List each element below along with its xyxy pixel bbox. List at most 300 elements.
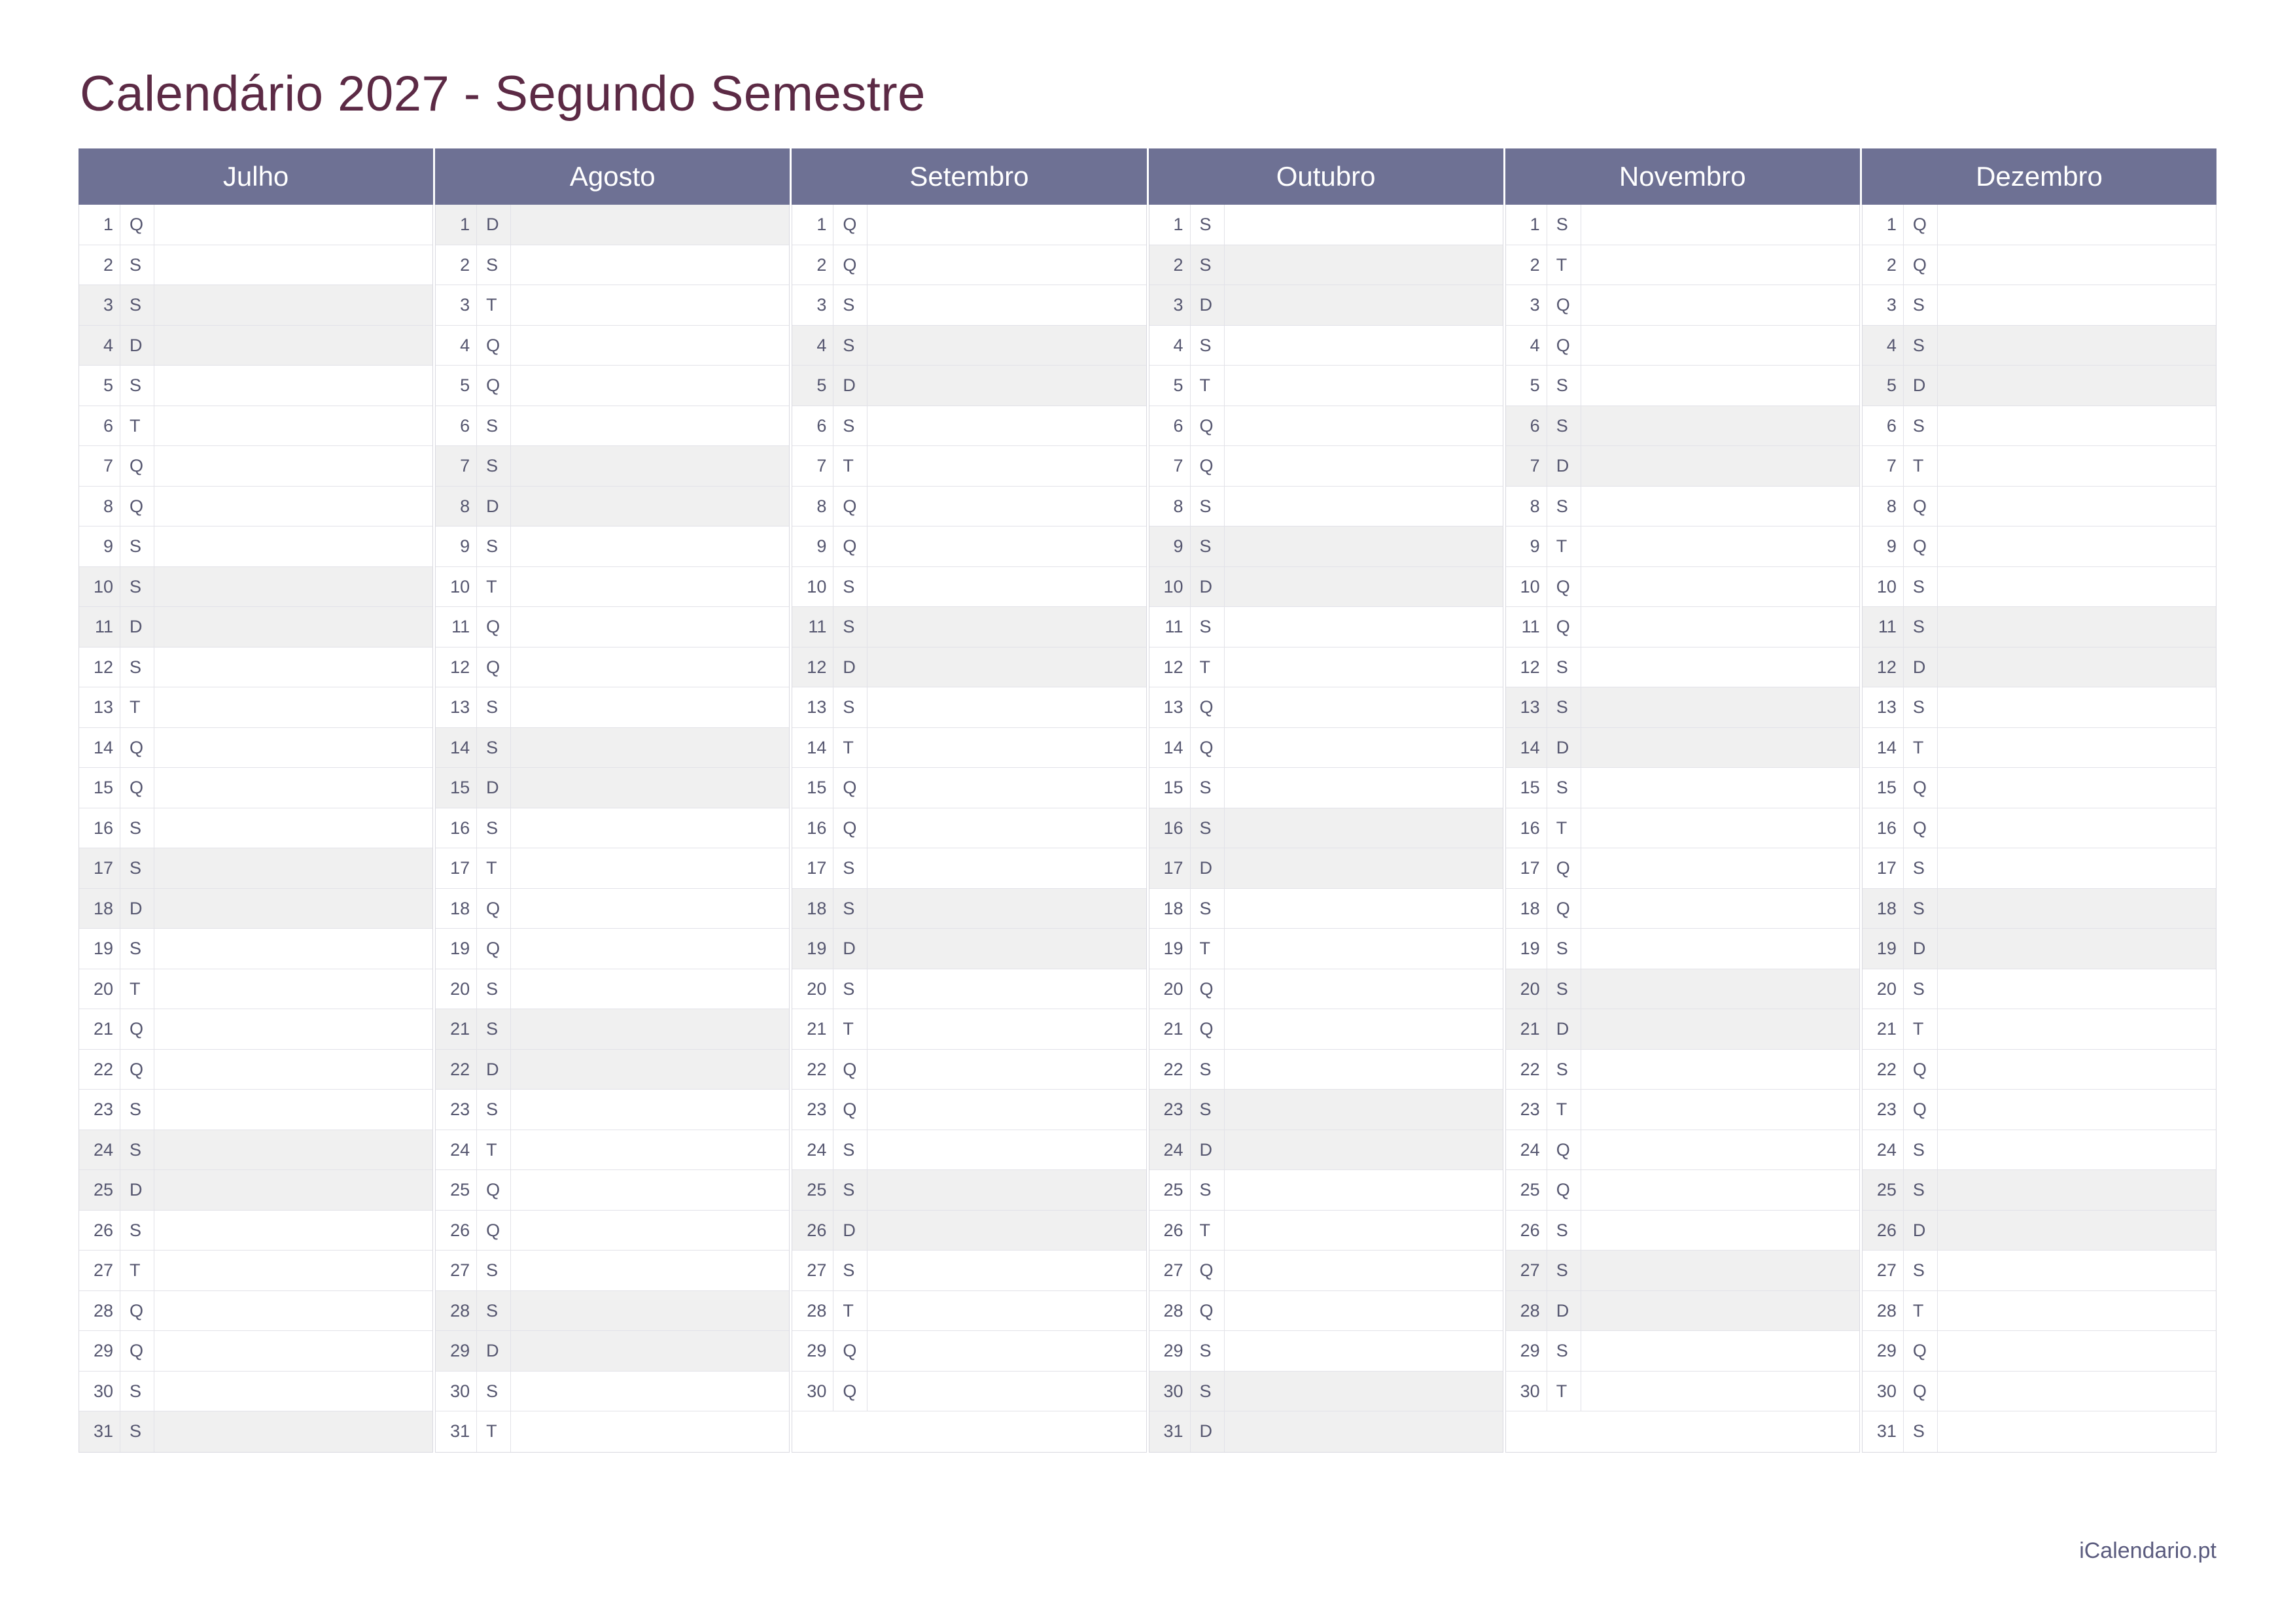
day-row[interactable]	[1863, 406, 2216, 447]
day-row[interactable]	[436, 1211, 789, 1251]
day-note-field[interactable]	[1224, 768, 1503, 808]
day-note-field[interactable]	[154, 285, 432, 325]
day-row[interactable]	[1863, 648, 2216, 688]
day-note-field[interactable]	[510, 1372, 789, 1411]
day-row[interactable]	[1863, 1251, 2216, 1291]
day-note-field[interactable]	[867, 326, 1146, 366]
day-note-field[interactable]	[510, 1411, 789, 1452]
day-row[interactable]	[79, 1251, 432, 1291]
day-note-field[interactable]	[1224, 607, 1503, 647]
day-row[interactable]	[436, 406, 789, 447]
day-note-field[interactable]	[1581, 607, 1859, 647]
day-note-field[interactable]	[154, 1050, 432, 1090]
day-row[interactable]	[1506, 687, 1859, 728]
day-row[interactable]	[79, 969, 432, 1010]
day-note-field[interactable]	[510, 326, 789, 366]
day-row[interactable]	[1149, 567, 1503, 608]
day-note-field[interactable]	[1937, 366, 2216, 406]
day-note-field[interactable]	[510, 527, 789, 566]
day-row[interactable]	[79, 1090, 432, 1130]
day-note-field[interactable]	[867, 487, 1146, 527]
day-note-field[interactable]	[1581, 1291, 1859, 1331]
day-note-field[interactable]	[510, 1170, 789, 1210]
day-row[interactable]	[1506, 326, 1859, 366]
day-row[interactable]	[436, 848, 789, 889]
day-note-field[interactable]	[1224, 1372, 1503, 1411]
day-note-field[interactable]	[154, 446, 432, 486]
day-row[interactable]	[1506, 848, 1859, 889]
day-row[interactable]	[436, 1411, 789, 1452]
day-row[interactable]	[792, 1211, 1146, 1251]
day-row[interactable]	[792, 607, 1146, 648]
day-row[interactable]	[792, 929, 1146, 969]
day-note-field[interactable]	[154, 648, 432, 687]
day-note-field[interactable]	[510, 648, 789, 687]
day-note-field[interactable]	[510, 768, 789, 808]
day-row[interactable]	[1863, 768, 2216, 808]
day-row[interactable]	[1863, 285, 2216, 326]
day-note-field[interactable]	[1937, 969, 2216, 1009]
day-note-field[interactable]	[867, 1251, 1146, 1290]
day-note-field[interactable]	[867, 527, 1146, 566]
day-row[interactable]	[436, 1372, 789, 1412]
day-row[interactable]	[1863, 607, 2216, 648]
day-note-field[interactable]	[1224, 808, 1503, 848]
day-note-field[interactable]	[1937, 607, 2216, 647]
day-note-field[interactable]	[1937, 728, 2216, 768]
day-row[interactable]	[1863, 446, 2216, 487]
day-note-field[interactable]	[154, 366, 432, 406]
day-row[interactable]	[792, 728, 1146, 769]
day-row[interactable]	[792, 446, 1146, 487]
day-row[interactable]	[792, 848, 1146, 889]
day-row[interactable]	[1863, 1009, 2216, 1050]
day-row[interactable]	[79, 487, 432, 527]
day-note-field[interactable]	[154, 1211, 432, 1251]
day-row[interactable]	[792, 487, 1146, 527]
day-note-field[interactable]	[1581, 1009, 1859, 1049]
day-note-field[interactable]	[1224, 1050, 1503, 1090]
day-note-field[interactable]	[1581, 1170, 1859, 1210]
day-row[interactable]	[1149, 1251, 1503, 1291]
day-note-field[interactable]	[1224, 1291, 1503, 1331]
day-row[interactable]	[1863, 969, 2216, 1010]
day-row[interactable]	[792, 1009, 1146, 1050]
day-row[interactable]	[792, 1090, 1146, 1130]
day-note-field[interactable]	[1581, 527, 1859, 566]
day-row[interactable]	[1149, 487, 1503, 527]
day-row[interactable]	[1506, 1009, 1859, 1050]
day-row[interactable]	[79, 366, 432, 406]
day-note-field[interactable]	[1937, 1291, 2216, 1331]
day-note-field[interactable]	[867, 1050, 1146, 1090]
day-row[interactable]	[79, 1291, 432, 1332]
day-note-field[interactable]	[1581, 728, 1859, 768]
day-note-field[interactable]	[1224, 1211, 1503, 1251]
day-row[interactable]	[792, 1291, 1146, 1332]
day-row[interactable]	[436, 648, 789, 688]
day-note-field[interactable]	[1937, 1130, 2216, 1170]
day-note-field[interactable]	[1224, 205, 1503, 245]
day-note-field[interactable]	[510, 848, 789, 888]
day-note-field[interactable]	[154, 406, 432, 446]
day-row[interactable]	[1149, 1411, 1503, 1452]
day-row[interactable]	[1149, 969, 1503, 1010]
day-row[interactable]	[1506, 648, 1859, 688]
day-note-field[interactable]	[510, 366, 789, 406]
day-note-field[interactable]	[1937, 687, 2216, 727]
day-row[interactable]	[79, 1372, 432, 1412]
day-note-field[interactable]	[867, 808, 1146, 848]
day-note-field[interactable]	[1224, 366, 1503, 406]
day-note-field[interactable]	[154, 768, 432, 808]
day-row[interactable]	[79, 607, 432, 648]
day-note-field[interactable]	[1581, 1251, 1859, 1290]
day-note-field[interactable]	[1937, 326, 2216, 366]
day-row[interactable]	[436, 687, 789, 728]
day-row[interactable]	[792, 1251, 1146, 1291]
day-row[interactable]	[79, 1331, 432, 1372]
day-note-field[interactable]	[510, 1251, 789, 1290]
day-row[interactable]	[1149, 848, 1503, 889]
day-row[interactable]	[1506, 889, 1859, 929]
day-note-field[interactable]	[867, 848, 1146, 888]
day-row[interactable]	[436, 1009, 789, 1050]
day-note-field[interactable]	[154, 1009, 432, 1049]
day-row[interactable]	[1506, 1090, 1859, 1130]
day-row[interactable]	[1149, 607, 1503, 648]
day-note-field[interactable]	[154, 567, 432, 607]
day-note-field[interactable]	[1581, 446, 1859, 486]
day-note-field[interactable]	[154, 1331, 432, 1371]
day-note-field[interactable]	[1581, 848, 1859, 888]
day-row[interactable]	[79, 889, 432, 929]
day-note-field[interactable]	[1937, 889, 2216, 929]
day-row[interactable]	[1863, 487, 2216, 527]
day-note-field[interactable]	[154, 808, 432, 848]
day-note-field[interactable]	[867, 889, 1146, 929]
day-note-field[interactable]	[1224, 929, 1503, 969]
day-note-field[interactable]	[154, 687, 432, 727]
day-note-field[interactable]	[154, 1251, 432, 1290]
day-row[interactable]	[792, 1331, 1146, 1372]
day-row[interactable]	[792, 1130, 1146, 1171]
day-note-field[interactable]	[1224, 1090, 1503, 1130]
day-note-field[interactable]	[1224, 446, 1503, 486]
day-row[interactable]	[436, 1331, 789, 1372]
day-row[interactable]	[436, 889, 789, 929]
day-row[interactable]	[1149, 1090, 1503, 1130]
day-note-field[interactable]	[867, 1291, 1146, 1331]
day-row[interactable]	[1506, 205, 1859, 245]
day-note-field[interactable]	[1937, 1090, 2216, 1130]
day-row[interactable]	[1506, 446, 1859, 487]
day-note-field[interactable]	[867, 567, 1146, 607]
day-note-field[interactable]	[510, 1291, 789, 1331]
day-row[interactable]	[436, 366, 789, 406]
day-note-field[interactable]	[1581, 245, 1859, 285]
day-row[interactable]	[436, 567, 789, 608]
day-note-field[interactable]	[867, 406, 1146, 446]
day-row[interactable]	[1506, 607, 1859, 648]
day-row[interactable]	[79, 326, 432, 366]
day-note-field[interactable]	[1937, 1009, 2216, 1049]
day-note-field[interactable]	[867, 446, 1146, 486]
day-row[interactable]	[1506, 969, 1859, 1010]
day-row[interactable]	[1149, 687, 1503, 728]
day-row[interactable]	[79, 808, 432, 849]
day-note-field[interactable]	[1937, 1050, 2216, 1090]
day-row[interactable]	[1506, 487, 1859, 527]
day-note-field[interactable]	[510, 1050, 789, 1090]
day-row[interactable]	[1863, 1331, 2216, 1372]
day-note-field[interactable]	[1937, 808, 2216, 848]
day-note-field[interactable]	[867, 1331, 1146, 1371]
day-row[interactable]	[792, 648, 1146, 688]
day-row[interactable]	[436, 446, 789, 487]
day-note-field[interactable]	[1581, 969, 1859, 1009]
day-row[interactable]	[79, 687, 432, 728]
day-note-field[interactable]	[1224, 648, 1503, 687]
day-note-field[interactable]	[1224, 487, 1503, 527]
day-note-field[interactable]	[154, 929, 432, 969]
day-note-field[interactable]	[1224, 326, 1503, 366]
day-note-field[interactable]	[1224, 1009, 1503, 1049]
day-note-field[interactable]	[1581, 808, 1859, 848]
day-row[interactable]	[1149, 406, 1503, 447]
day-row[interactable]	[1149, 648, 1503, 688]
day-row[interactable]	[1863, 687, 2216, 728]
day-note-field[interactable]	[1937, 1211, 2216, 1251]
day-note-field[interactable]	[1581, 929, 1859, 969]
day-row[interactable]	[79, 1170, 432, 1211]
day-row[interactable]	[1506, 808, 1859, 849]
day-note-field[interactable]	[1581, 1090, 1859, 1130]
day-row[interactable]	[1149, 1050, 1503, 1090]
day-row[interactable]	[79, 245, 432, 286]
day-row[interactable]	[1863, 366, 2216, 406]
day-row[interactable]	[1506, 1291, 1859, 1332]
day-row[interactable]	[1506, 406, 1859, 447]
day-row[interactable]	[1506, 366, 1859, 406]
day-row[interactable]	[792, 406, 1146, 447]
day-note-field[interactable]	[154, 969, 432, 1009]
day-note-field[interactable]	[510, 969, 789, 1009]
day-row[interactable]	[792, 768, 1146, 808]
day-note-field[interactable]	[1224, 1331, 1503, 1371]
day-row[interactable]	[79, 1009, 432, 1050]
day-note-field[interactable]	[1937, 245, 2216, 285]
day-row[interactable]	[79, 728, 432, 769]
day-note-field[interactable]	[1581, 205, 1859, 245]
day-row[interactable]	[1863, 1050, 2216, 1090]
day-row[interactable]	[1149, 1331, 1503, 1372]
day-row[interactable]	[436, 1251, 789, 1291]
day-row[interactable]	[436, 1130, 789, 1171]
day-note-field[interactable]	[154, 607, 432, 647]
day-note-field[interactable]	[154, 1170, 432, 1210]
day-row[interactable]	[792, 1050, 1146, 1090]
day-row[interactable]	[1149, 1291, 1503, 1332]
day-note-field[interactable]	[510, 285, 789, 325]
day-row[interactable]	[1506, 929, 1859, 969]
day-note-field[interactable]	[1581, 1372, 1859, 1411]
day-row[interactable]	[792, 245, 1146, 286]
day-note-field[interactable]	[867, 1090, 1146, 1130]
day-note-field[interactable]	[154, 1130, 432, 1170]
day-note-field[interactable]	[867, 768, 1146, 808]
day-row[interactable]	[1863, 1130, 2216, 1171]
day-note-field[interactable]	[1224, 969, 1503, 1009]
day-note-field[interactable]	[510, 446, 789, 486]
day-note-field[interactable]	[1937, 1411, 2216, 1452]
day-row[interactable]	[1149, 1211, 1503, 1251]
day-row[interactable]	[1863, 808, 2216, 849]
day-row[interactable]	[79, 1050, 432, 1090]
day-note-field[interactable]	[1937, 527, 2216, 566]
day-row[interactable]	[792, 808, 1146, 849]
day-row[interactable]	[792, 527, 1146, 567]
day-row[interactable]	[1149, 929, 1503, 969]
day-row[interactable]	[1863, 1291, 2216, 1332]
day-note-field[interactable]	[154, 728, 432, 768]
day-row[interactable]	[1149, 1170, 1503, 1211]
day-row[interactable]	[1863, 1372, 2216, 1412]
day-row[interactable]	[1149, 205, 1503, 245]
day-note-field[interactable]	[510, 808, 789, 848]
day-row[interactable]	[792, 1170, 1146, 1211]
day-row[interactable]	[1863, 1170, 2216, 1211]
day-row[interactable]	[1863, 889, 2216, 929]
day-row[interactable]	[1149, 1009, 1503, 1050]
day-note-field[interactable]	[1581, 648, 1859, 687]
day-note-field[interactable]	[867, 648, 1146, 687]
day-note-field[interactable]	[867, 366, 1146, 406]
day-note-field[interactable]	[1937, 1170, 2216, 1210]
day-row[interactable]	[436, 1170, 789, 1211]
day-note-field[interactable]	[867, 1372, 1146, 1411]
day-row[interactable]	[79, 1130, 432, 1171]
day-note-field[interactable]	[154, 848, 432, 888]
day-note-field[interactable]	[1581, 1050, 1859, 1090]
day-row[interactable]	[1863, 205, 2216, 245]
day-row[interactable]	[792, 687, 1146, 728]
day-row[interactable]	[792, 326, 1146, 366]
day-row[interactable]	[1506, 285, 1859, 326]
day-note-field[interactable]	[867, 969, 1146, 1009]
day-row[interactable]	[1149, 808, 1503, 849]
day-note-field[interactable]	[1581, 406, 1859, 446]
day-row[interactable]	[79, 527, 432, 567]
day-row[interactable]	[1149, 366, 1503, 406]
day-note-field[interactable]	[510, 1331, 789, 1371]
day-note-field[interactable]	[867, 607, 1146, 647]
day-row[interactable]	[436, 205, 789, 245]
day-note-field[interactable]	[510, 889, 789, 929]
day-row[interactable]	[1506, 728, 1859, 769]
day-note-field[interactable]	[1224, 285, 1503, 325]
day-note-field[interactable]	[1937, 487, 2216, 527]
day-note-field[interactable]	[1937, 406, 2216, 446]
day-row[interactable]	[1149, 527, 1503, 567]
day-note-field[interactable]	[1224, 245, 1503, 285]
day-row[interactable]	[792, 1372, 1146, 1412]
day-note-field[interactable]	[1937, 446, 2216, 486]
day-note-field[interactable]	[1224, 1130, 1503, 1170]
day-row[interactable]	[1506, 1251, 1859, 1291]
day-note-field[interactable]	[1224, 728, 1503, 768]
day-note-field[interactable]	[1224, 527, 1503, 566]
day-row[interactable]	[1863, 728, 2216, 769]
day-note-field[interactable]	[1224, 1251, 1503, 1290]
day-row[interactable]	[436, 1291, 789, 1332]
day-row[interactable]	[792, 969, 1146, 1010]
day-row[interactable]	[436, 1090, 789, 1130]
day-note-field[interactable]	[1224, 687, 1503, 727]
day-row[interactable]	[1863, 527, 2216, 567]
day-row[interactable]	[79, 446, 432, 487]
day-note-field[interactable]	[867, 1170, 1146, 1210]
day-row[interactable]	[79, 1411, 432, 1452]
day-row[interactable]	[792, 285, 1146, 326]
day-row[interactable]	[79, 648, 432, 688]
day-row[interactable]	[1149, 446, 1503, 487]
day-row[interactable]	[436, 808, 789, 849]
day-note-field[interactable]	[154, 1291, 432, 1331]
day-note-field[interactable]	[510, 245, 789, 285]
day-note-field[interactable]	[1937, 648, 2216, 687]
day-row[interactable]	[436, 969, 789, 1010]
day-row[interactable]	[792, 889, 1146, 929]
day-note-field[interactable]	[1581, 687, 1859, 727]
day-note-field[interactable]	[154, 205, 432, 245]
day-row[interactable]	[1863, 1211, 2216, 1251]
day-row[interactable]	[436, 326, 789, 366]
day-row[interactable]	[1506, 768, 1859, 808]
day-note-field[interactable]	[154, 326, 432, 366]
day-row[interactable]	[792, 567, 1146, 608]
day-note-field[interactable]	[1581, 1331, 1859, 1371]
day-note-field[interactable]	[867, 285, 1146, 325]
day-note-field[interactable]	[1937, 1372, 2216, 1411]
day-note-field[interactable]	[867, 1009, 1146, 1049]
day-note-field[interactable]	[867, 1130, 1146, 1170]
day-row[interactable]	[1863, 848, 2216, 889]
day-row[interactable]	[436, 1050, 789, 1090]
day-row[interactable]	[792, 205, 1146, 245]
day-note-field[interactable]	[1224, 848, 1503, 888]
day-note-field[interactable]	[1581, 889, 1859, 929]
day-row[interactable]	[1506, 567, 1859, 608]
day-row[interactable]	[436, 487, 789, 527]
day-note-field[interactable]	[154, 487, 432, 527]
day-row[interactable]	[1863, 567, 2216, 608]
day-row[interactable]	[1863, 929, 2216, 969]
day-row[interactable]	[1863, 1411, 2216, 1452]
day-row[interactable]	[1506, 1170, 1859, 1211]
day-row[interactable]	[436, 768, 789, 808]
day-row[interactable]	[79, 285, 432, 326]
day-note-field[interactable]	[867, 687, 1146, 727]
day-row[interactable]	[1506, 527, 1859, 567]
day-note-field[interactable]	[510, 1009, 789, 1049]
day-note-field[interactable]	[1224, 567, 1503, 607]
day-note-field[interactable]	[510, 567, 789, 607]
day-note-field[interactable]	[1581, 768, 1859, 808]
day-note-field[interactable]	[867, 929, 1146, 969]
day-note-field[interactable]	[510, 1090, 789, 1130]
day-row[interactable]	[1149, 768, 1503, 808]
